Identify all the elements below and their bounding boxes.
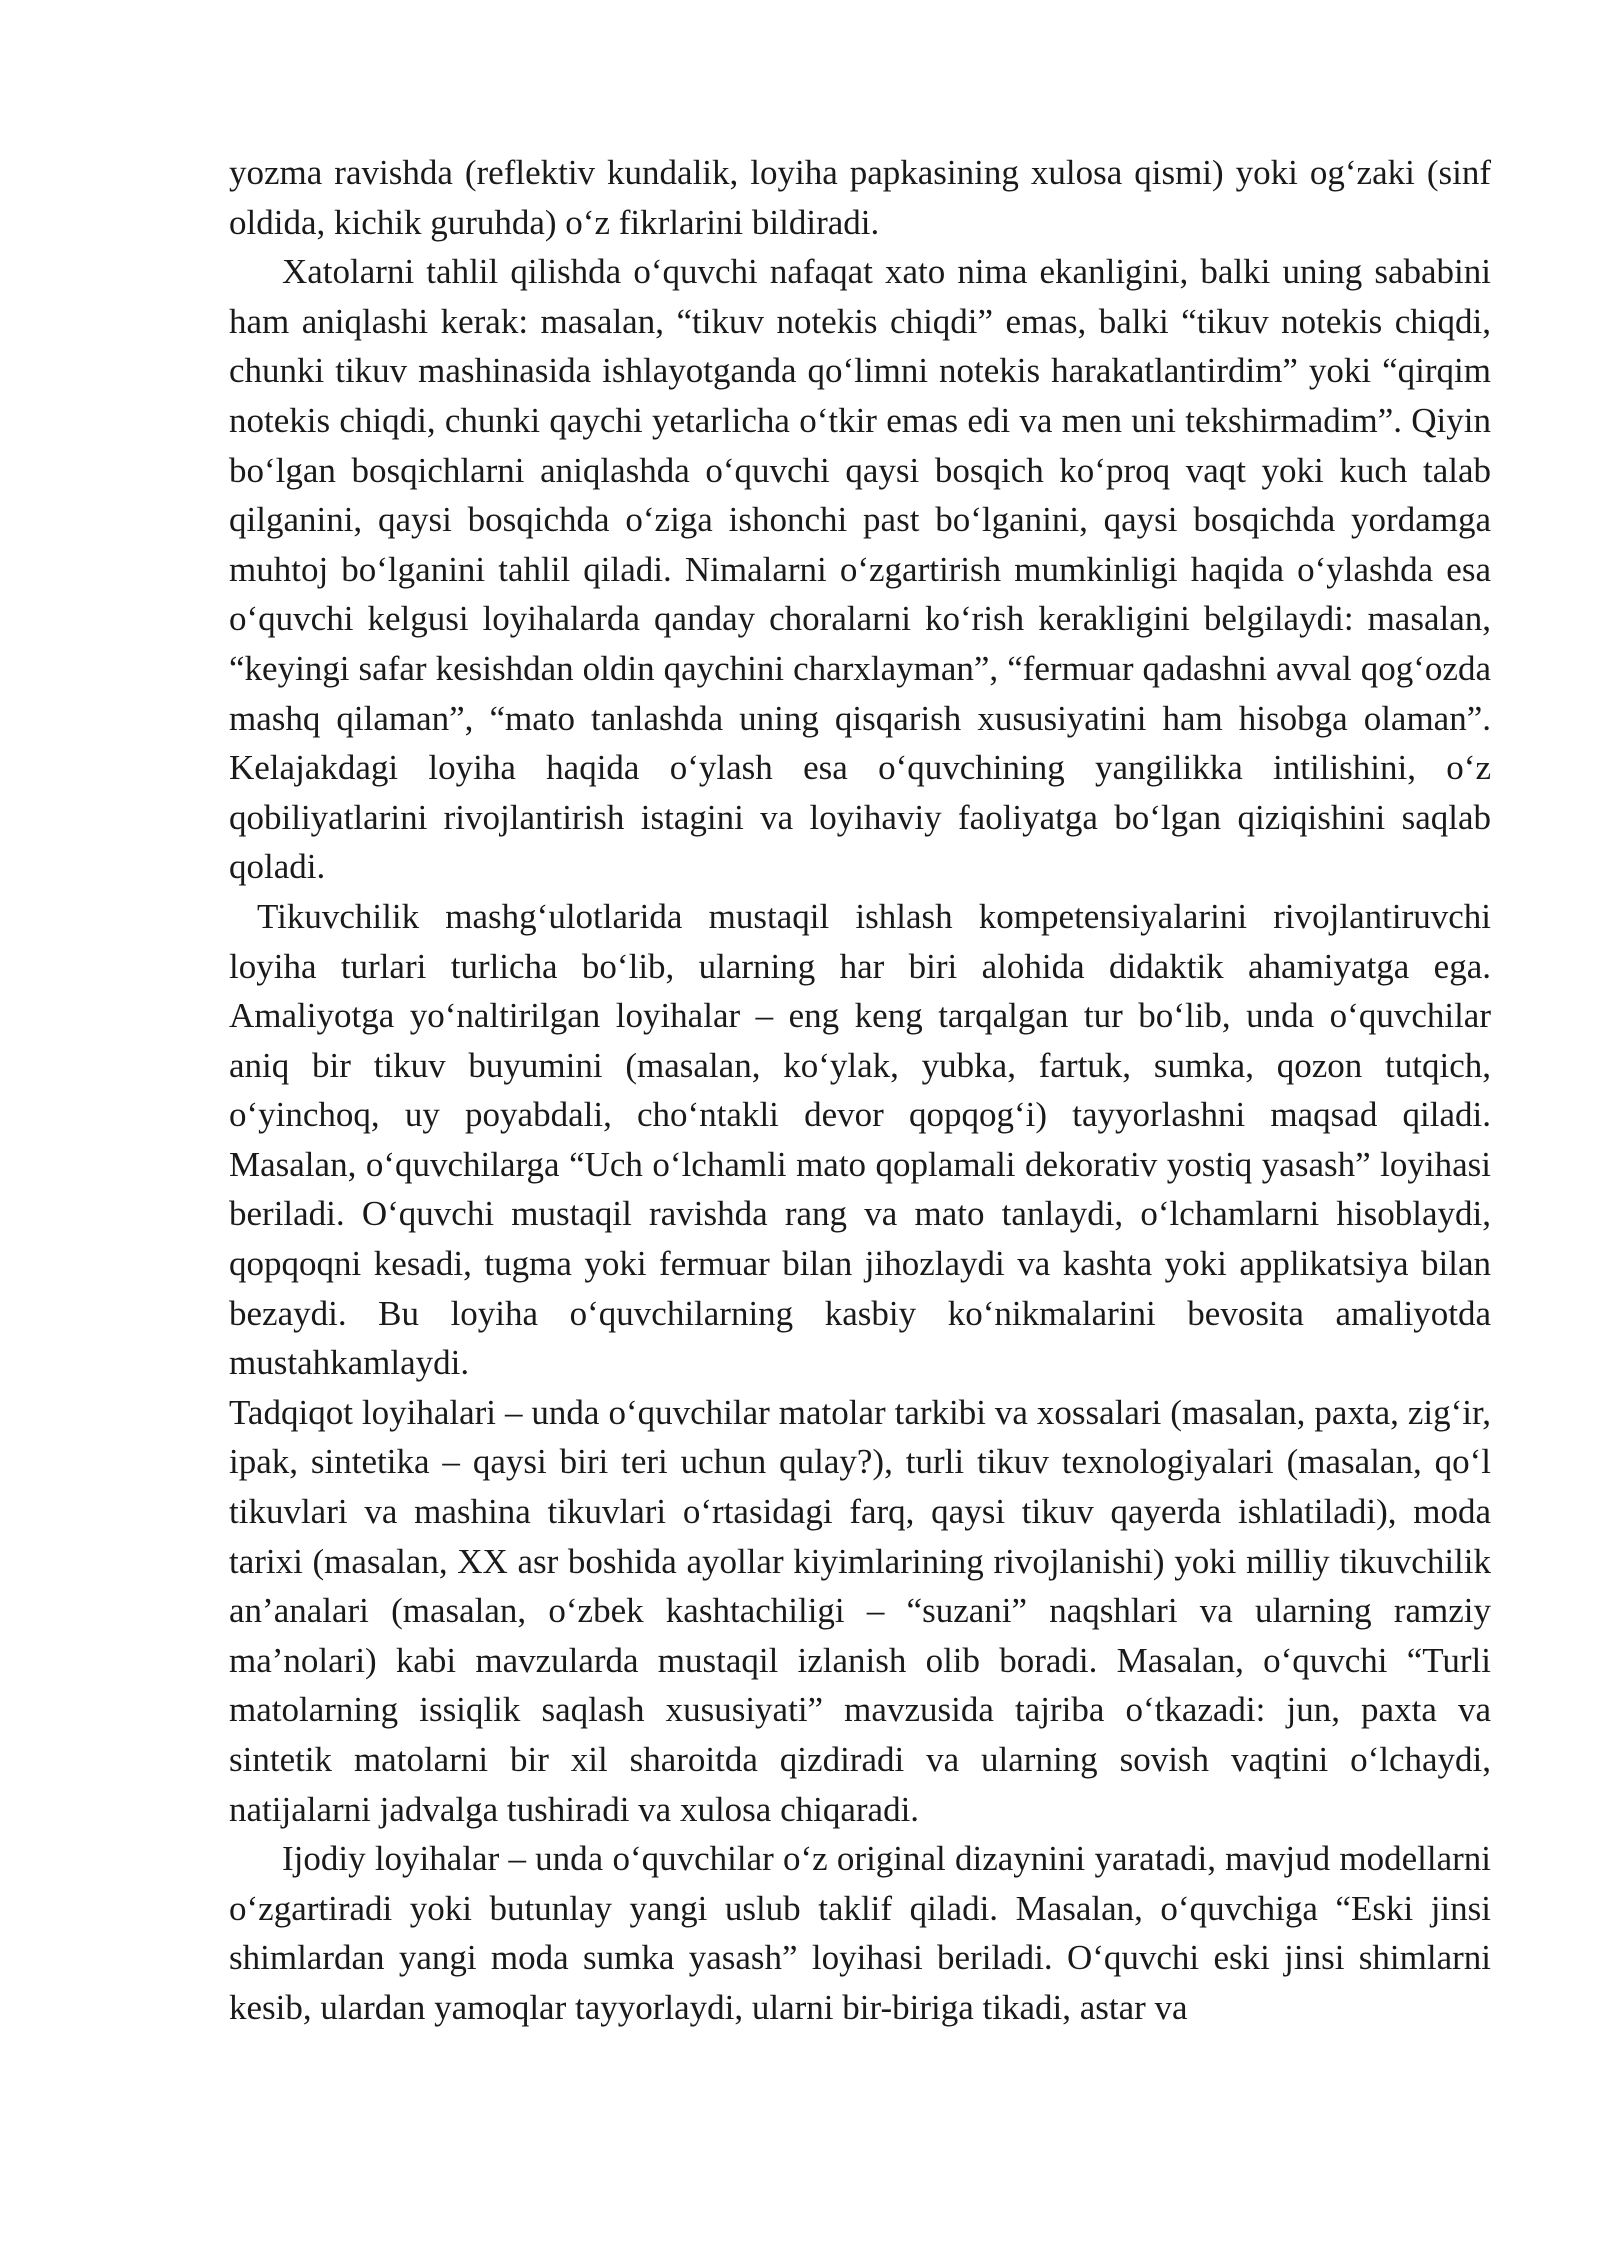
paragraph-project-types: Tikuvchilik mashg‘ulotlarida mustaqil ishlash kompetensiyalarini rivojlantiruvchi loyiha turlari turlicha bo‘lib, ularning har biri alohida didaktik ahamiyatga ega. Amaliyotga yo‘naltirilgan loyihalar – eng keng tarqalgan tur bo‘lib, unda o‘quvchilar aniq bir tikuv buyumini (masalan, ko‘ylak, yubka, fartuk, sumka, qozon tutqich, o‘yinchoq, uy poyabdali, cho‘ntakli devor qopqog‘i) tayyorlashni maqsad qiladi. Masalan, o‘quvchilarga “Uch o‘lchamli mato qoplamali dekorativ yostiq yasash” loyihasi beriladi. O‘quvchi mustaqil ravishda rang va mato tanlaydi, o‘lchamlarni hisoblaydi, qopqoqni kesadi, tugma yoki fermuar bilan jihozlaydi va kashta yoki applikatsiya bilan bezaydi. Bu loyiha o‘quvchilarning kasbiy ko‘nikmalarini bevosita amaliyotda mustahkamlaydi. — [229, 896, 1491, 1383]
paragraph-reflection-continuation: yozma ravishda (reflektiv kundalik, loyiha papkasining xulosa qismi) yoki og‘zaki (sinf oldida, kichik guruhda) o‘z fikrlarini bildiradi. — [229, 153, 1491, 242]
paragraph-creative-projects: Ijodiy loyihalar – unda o‘quvchilar o‘z original dizaynini yaratadi, mavjud modellarni o‘zgartiradi yoki butunlay yangi uslub taklif qiladi. Masalan, o‘quvchiga “Eski jinsi shimlardan yangi moda sumka yasash” loyihasi beriladi. O‘quvchi eski jinsi shimlarni kesib, ulardan yamoqlar tayyorlaydi, ularni bir-biriga tikadi, astar va — [229, 1839, 1491, 2027]
document-page — [229, 148, 1491, 2033]
paragraph-research-projects: Tadqiqot loyihalari – unda o‘quvchilar matolar tarkibi va xossalari (masalan, paxta, zig‘ir, ipak, sintetika – qaysi biri teri uchun qulay?), turli tikuv texnologiyalari (masalan, qo‘l tikuvlari va mashina tikuvlari o‘rtasidagi farq, qaysi tikuv qayerda ishlatiladi), moda tarixi (masalan, XX asr boshida ayollar kiyimlarining rivojlanishi) yoki milliy tikuvchilik an’analari (masalan, o‘zbek kashtachiligi – “suzani” naqshlari va ularning ramziy ma’nolari) kabi mavzularda mustaqil izlanish olib boradi. Masalan, o‘quvchi “Turli matolarning issiqlik saqlash xususiyati” mavzusida tajriba o‘tkazadi: jun, paxta va sintetik matolarni bir xil sharoitda qizdiradi va ularning sovish vaqtini o‘lchaydi, natijalarni jadvalga tushiradi va xulosa chiqaradi. — [229, 1392, 1491, 1829]
paragraph-error-analysis: Xatolarni tahlil qilishda o‘quvchi nafaqat xato nima ekanligini, balki uning sababini ham aniqlashi kerak: masalan, “tikuv notekis chiqdi” emas, balki “tikuv notekis chiqdi, chunki tikuv mashinasida ishlayotganda qo‘limni notekis harakatlantirdim” yoki “qirqim notekis chiqdi, chunki qaychi yetarlicha o‘tkir emas edi va men uni tekshirmadim”. Qiyin bo‘lgan bosqichlarni aniqlashda o‘quvchi qaysi bosqich ko‘proq vaqt yoki kuch talab qilganini, qaysi bosqichda o‘ziga ishonchi past bo‘lganini, qaysi bosqichda yordamga muhtoj bo‘lganini tahlil qiladi. Nimalarni o‘zgartirish mumkinligi haqida o‘ylashda esa o‘quvchi kelgusi loyihalarda qanday choralarni ko‘rish kerakligini belgilaydi: masalan, “keyingi safar kesishdan oldin qaychini charxlayman”, “fermuar qadashni avval qog‘ozda mashq qilaman”, “mato tanlashda uning qisqarish xususiyatini ham hisobga olaman”. Kelajakdagi loyiha haqida o‘ylash esa o‘quvchining yangilikka intilishini, o‘z qobiliyatlarini rivojlantirish istagini va loyihaviy faoliyatga bo‘lgan qiziqishini saqlab qoladi. — [229, 252, 1491, 887]
